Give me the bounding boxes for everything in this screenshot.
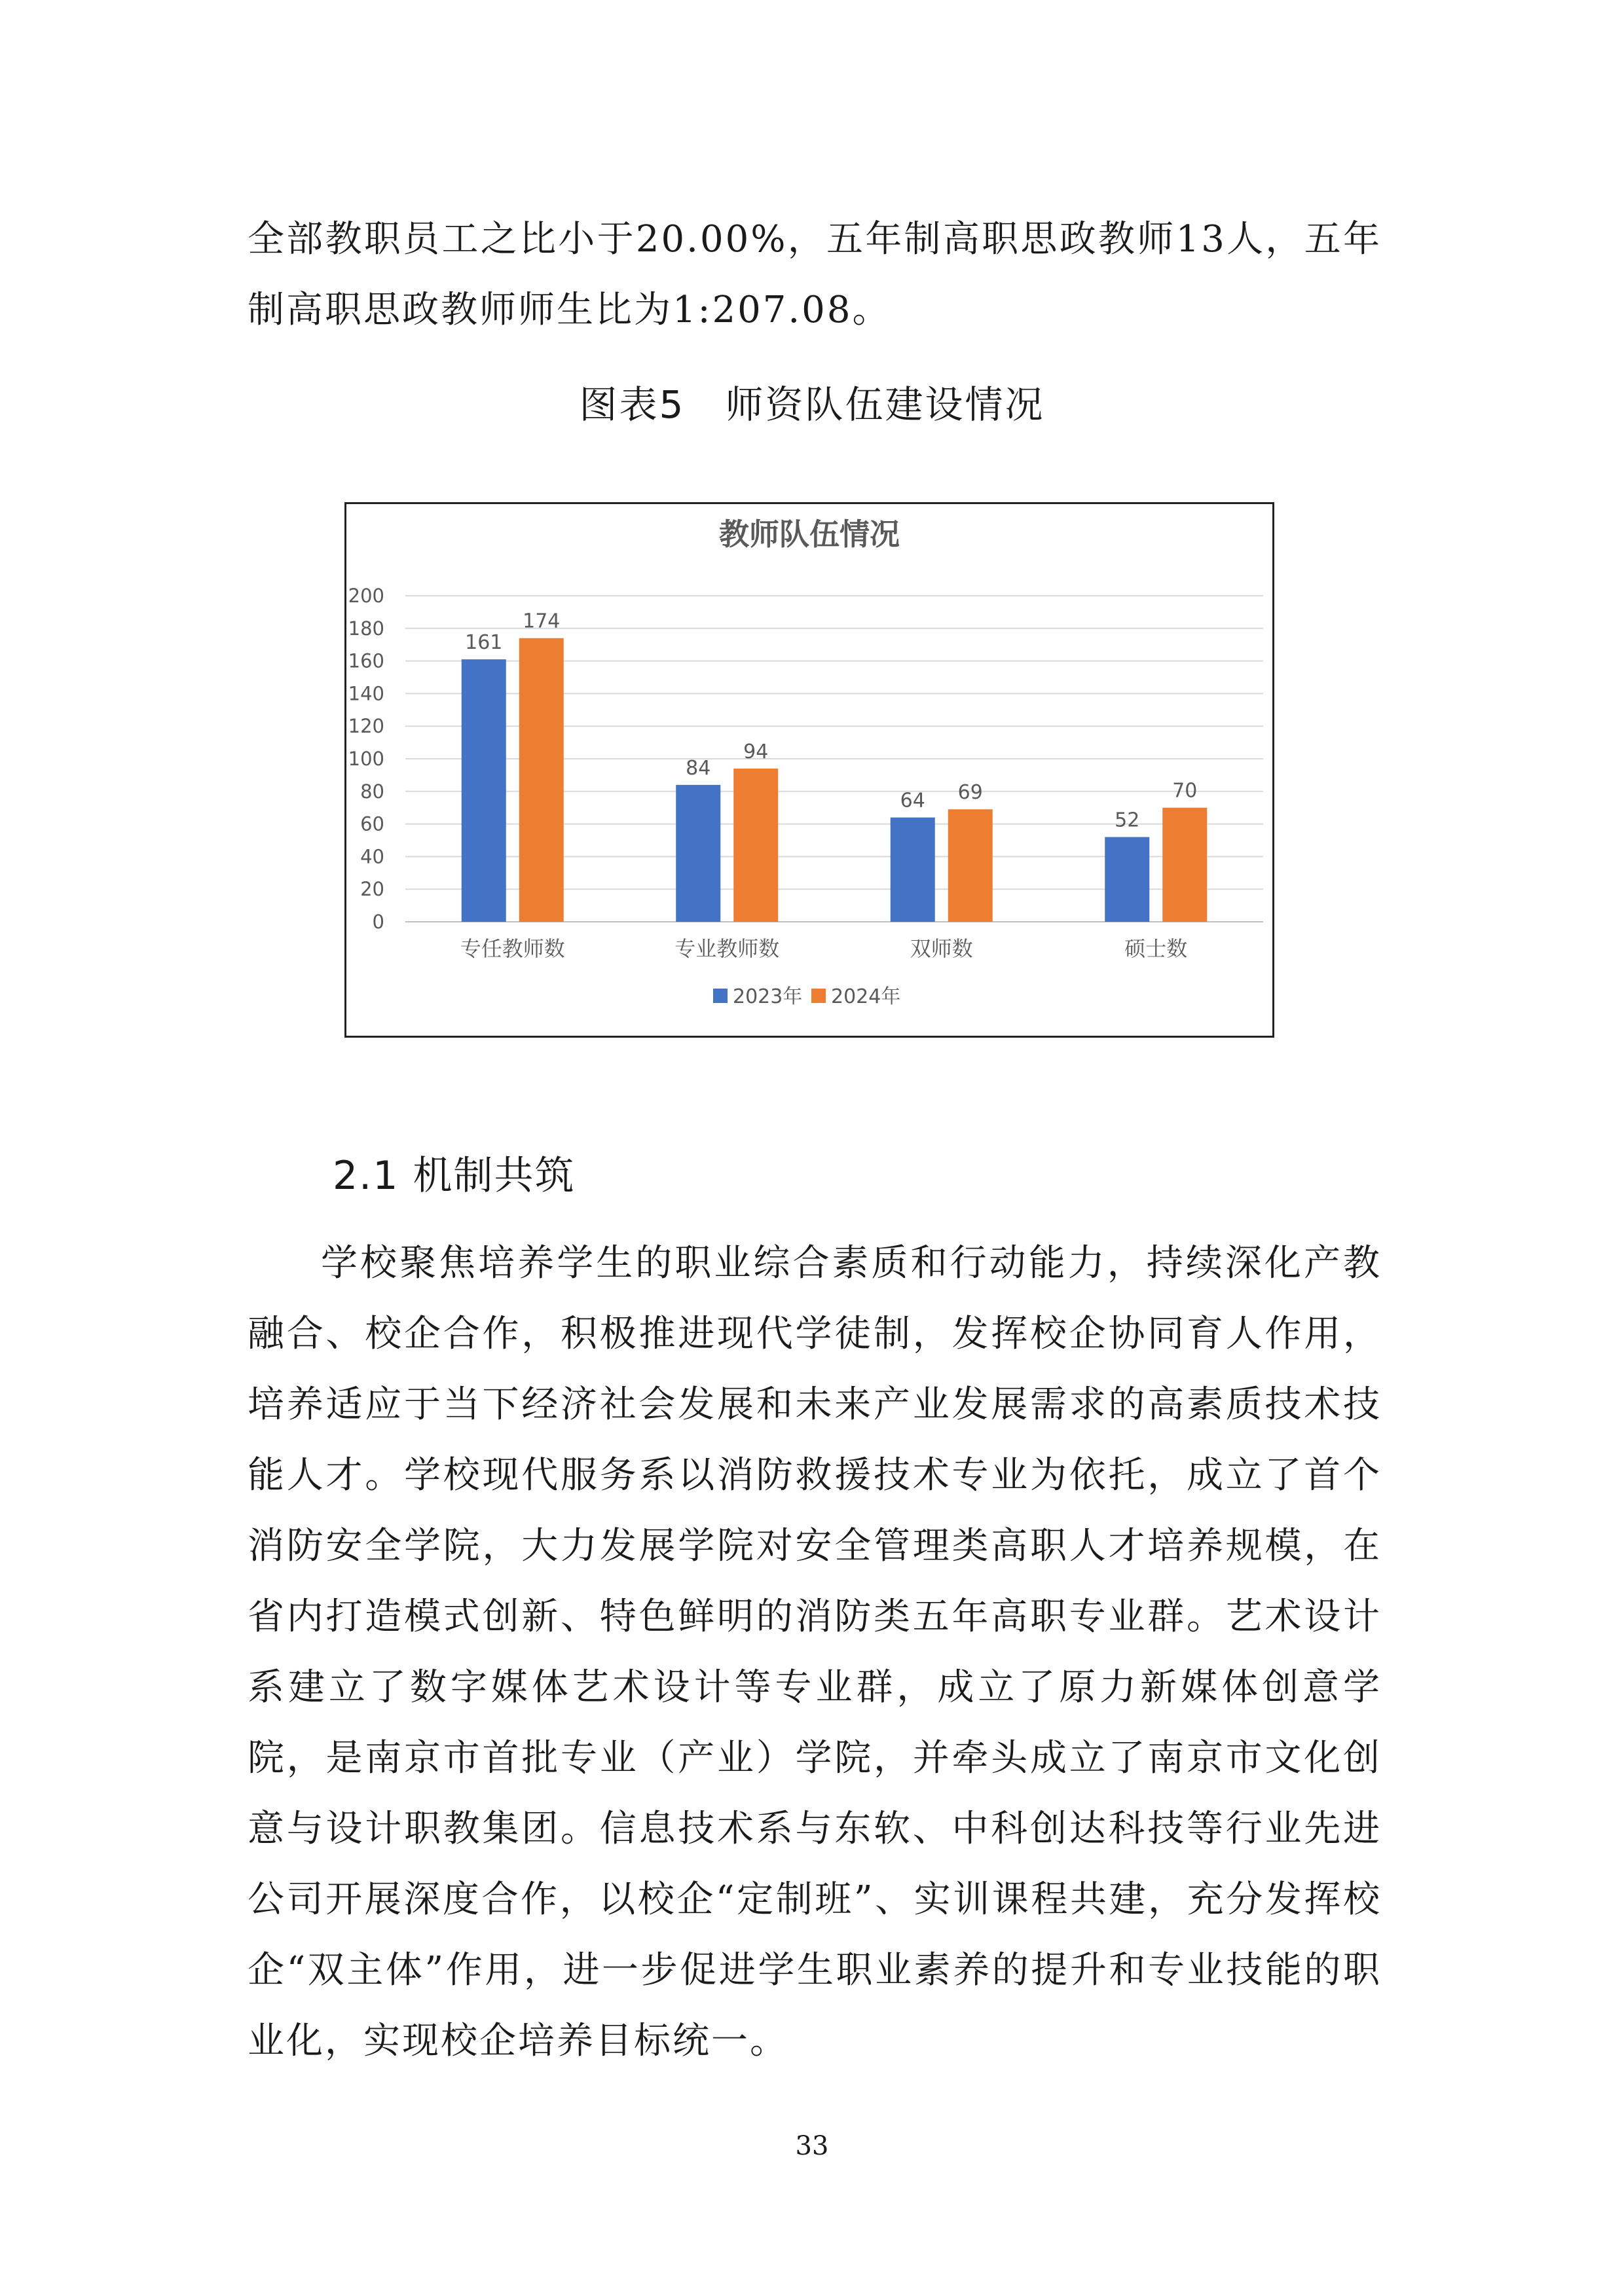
y-tick-label: 200 [348, 585, 384, 607]
bar [676, 785, 720, 922]
data-label: 84 [686, 756, 711, 780]
data-label: 69 [957, 781, 983, 805]
body-paragraph: 学校聚焦培养学生的职业综合素质和行动能力，持续深化产教融合、校企合作，积极推进现代学徒制，发挥校企协同育人作用，培养适应于当下经济社会发展和未来产业发展需求的高素质技术技能人才。学校现代服务系以消防救援技术专业为依托，成立了首个消防安全学院，大力发展学院对安全管理类高职人才培养规模，在省内打造模式创新、特色鲜明的消防类五年高职专业群。艺术设计系建立了数字媒体艺术设计等专业群，成立了原力新媒体创意学院，是南京市首批专业（产业）学院，并牵头成立了南京市文化创意与设计职教集团。信息技术系与东软、中科创达科技等行业先进公司开展深度合作，以校企“定制班”、实训课程共建，充分发挥校企“双主体”作用，进一步促进学生职业素养的提升和专业技能的职业化，实现校企培养目标统一。 [248, 1242, 1382, 2062]
x-axis [460, 936, 1188, 961]
bar-chart-svg [346, 504, 1272, 1036]
y-tick-label: 80 [360, 780, 384, 803]
bar [462, 659, 506, 922]
legend-label: 2023年 [733, 985, 803, 1008]
section-heading: 2.1 机制共筑 [333, 1153, 576, 1199]
bar [1105, 837, 1149, 922]
legend-swatch [713, 989, 728, 1003]
figure-caption: 图表5 师资队伍建设情况 [579, 382, 1045, 427]
y-tick-label: 100 [348, 748, 384, 770]
y-tick-label: 0 [372, 911, 384, 933]
legend-swatch [811, 989, 826, 1003]
page-number: 33 [795, 2131, 829, 2161]
data-label: 64 [900, 789, 925, 812]
legend-label: 2024年 [831, 985, 901, 1008]
bar [733, 769, 778, 922]
category-label: 专业教师数 [674, 936, 780, 961]
category-label: 双师数 [910, 936, 973, 961]
bar [948, 809, 993, 922]
data-label: 52 [1115, 809, 1140, 832]
data-label: 94 [743, 740, 769, 763]
bar [891, 818, 935, 922]
bar [519, 638, 564, 922]
bar [1162, 808, 1207, 922]
y-tick-label: 160 [348, 649, 384, 672]
data-label: 161 [465, 631, 503, 655]
y-tick-label: 60 [360, 812, 384, 835]
y-tick-label: 20 [360, 878, 384, 901]
data-labels [465, 610, 1197, 832]
y-tick-label: 180 [348, 617, 384, 640]
data-label: 70 [1172, 779, 1198, 803]
chart-title: 教师队伍情况 [719, 517, 900, 552]
legend [713, 985, 900, 1008]
data-label: 174 [523, 610, 561, 633]
intro-paragraph: 全部教职员工之比小于20.00%，五年制高职思政教师13人，五年制高职思政教师师生比为1:207.08。 [248, 218, 1382, 331]
category-label: 硕士数 [1124, 936, 1188, 961]
y-tick-label: 40 [360, 845, 384, 868]
bars [462, 638, 1208, 922]
y-tick-label: 140 [348, 682, 384, 705]
teacher-chart [344, 502, 1274, 1038]
y-tick-label: 120 [348, 715, 384, 738]
category-label: 专任教师数 [460, 936, 565, 961]
y-axis [348, 585, 384, 933]
